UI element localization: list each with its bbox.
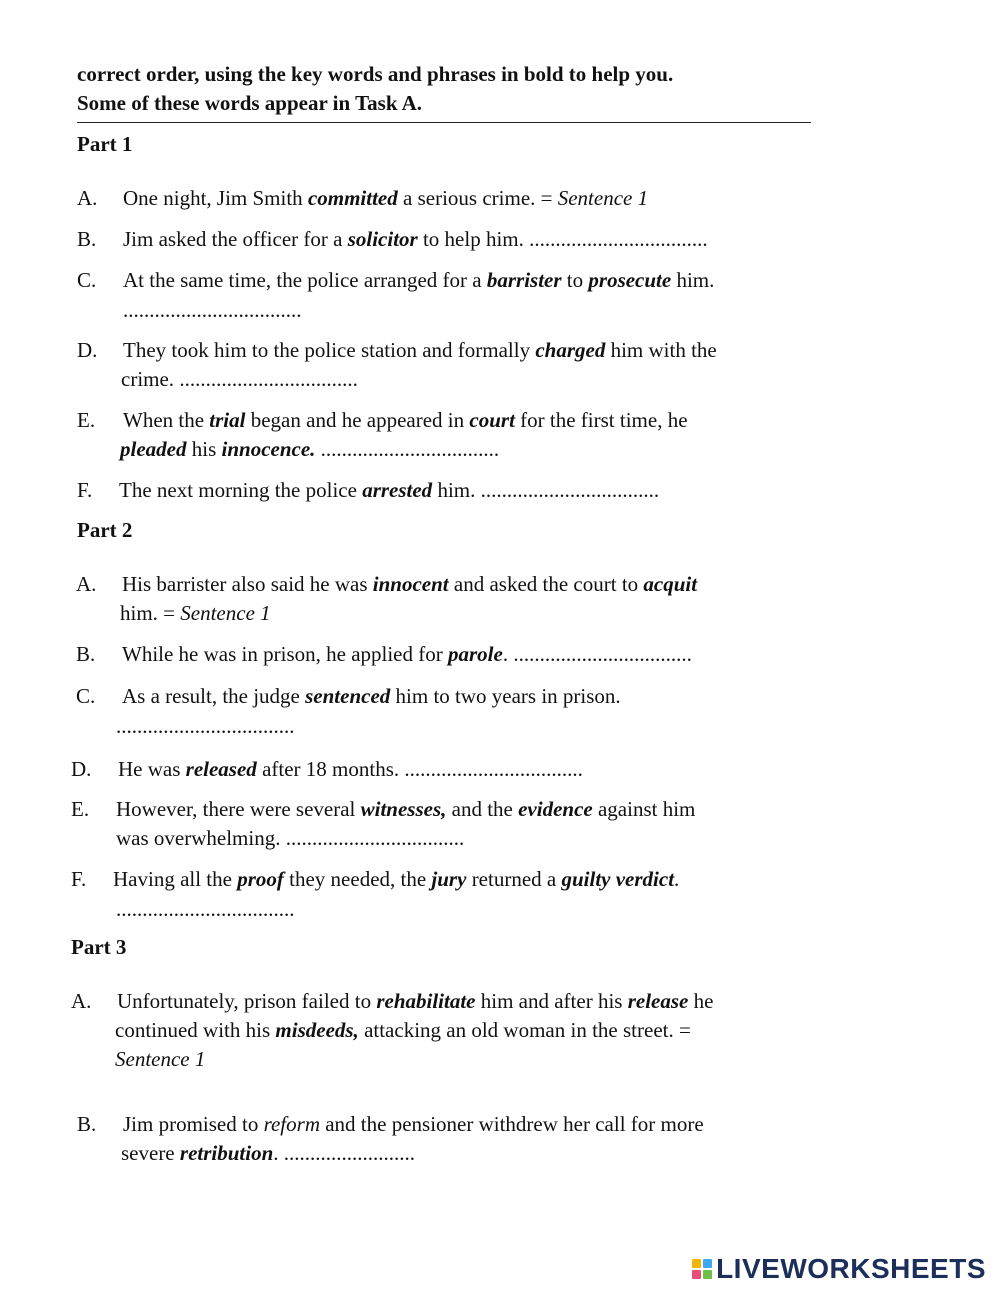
part-2-item-e: E. However, there were several witnesses, and the evidence against him was overwhelming. ..................................	[71, 797, 696, 850]
key-word: pleaded	[120, 437, 187, 461]
key-word: solicitor	[347, 227, 418, 251]
part-1-item-d: D. They took him to the police station and formally charged him with the crime. ..................................	[77, 338, 717, 391]
answer-blank[interactable]: ..................................	[404, 757, 583, 781]
key-word: trial	[209, 408, 246, 432]
key-word: rehabilitate	[376, 989, 476, 1013]
key-word: prosecute	[588, 268, 672, 292]
part-3-item-b: B. Jim promised to reform and the pensioner withdrew her call for more severe retribution. .........................	[77, 1112, 704, 1165]
key-word: sentenced	[305, 684, 391, 708]
part-1-item-a: A. One night, Jim Smith committed a serious crime. = Sentence 1	[77, 184, 777, 213]
item-letter: B.	[76, 642, 96, 666]
key-word: reform	[263, 1112, 320, 1136]
part-3-item-a: A. Unfortunately, prison failed to rehabilitate him and after his release he continued with his misdeeds, attacking an old woman in the street. = Sentence 1	[71, 989, 714, 1071]
instructions-line-1: correct order, using the key words and phrases in bold to help you.	[77, 62, 674, 86]
part-2-item-b: B. While he was in prison, he applied for parole. ..................................	[76, 640, 776, 669]
key-word: misdeeds,	[275, 1018, 359, 1042]
answer-blank[interactable]: ..................................	[116, 714, 295, 738]
item-letter: A.	[77, 186, 98, 210]
sentence-note: Sentence 1	[115, 1047, 206, 1071]
item-letter: E.	[77, 408, 96, 432]
key-word: jury	[431, 867, 467, 891]
key-word: committed	[307, 186, 398, 210]
item-letter: B.	[77, 1112, 97, 1136]
part-2-item-c: C. As a result, the judge sentenced him to two years in prison. ..................................	[76, 682, 776, 741]
answer-blank[interactable]: ..................................	[116, 897, 295, 921]
item-letter: F.	[77, 478, 93, 502]
item-letter: A.	[71, 989, 92, 1013]
divider	[77, 122, 811, 123]
part-1-item-c: C. At the same time, the police arranged for a barrister to prosecute him. ..................................	[77, 266, 817, 325]
answer-blank[interactable]: ..................................	[529, 227, 708, 251]
key-word: evidence	[518, 797, 593, 821]
key-word: court	[469, 408, 515, 432]
item-letter: C.	[77, 268, 97, 292]
item-letter: E.	[71, 797, 90, 821]
key-word: proof	[237, 867, 284, 891]
answer-blank[interactable]: ..................................	[285, 826, 465, 850]
sentence-note: Sentence 1	[180, 601, 271, 625]
part-3-title: Part 3	[71, 935, 127, 959]
part-2-item-d: D. He was released after 18 months. ..................................	[71, 755, 771, 784]
answer-blank[interactable]: ..................................	[179, 367, 358, 391]
key-word: charged	[535, 338, 606, 362]
key-word: innocence.	[221, 437, 316, 461]
key-word: innocent	[372, 572, 449, 596]
key-word: retribution	[179, 1141, 274, 1165]
instructions	[77, 60, 817, 118]
item-letter: D.	[77, 338, 98, 362]
answer-blank[interactable]: .........................	[283, 1141, 416, 1165]
instructions-line-2: Some of these words appear in Task A.	[77, 91, 423, 115]
part-1-item-b: B. Jim asked the officer for a solicitor to help him. ..................................	[77, 225, 777, 254]
logo-icon	[692, 1259, 712, 1279]
sentence-note: Sentence 1	[557, 186, 649, 210]
item-letter: F.	[71, 867, 87, 891]
part-2-item-f: F. Having all the proof they needed, the jury returned a guilty verdict. ..................................	[71, 865, 811, 924]
key-word: acquit	[643, 572, 698, 596]
item-letter: C.	[76, 684, 96, 708]
logo-text: LIVEWORKSHEETS	[716, 1253, 986, 1284]
part-2-title: Part 2	[77, 518, 133, 542]
key-word: release	[627, 989, 689, 1013]
key-word: released	[185, 757, 257, 781]
answer-blank[interactable]: ..................................	[480, 478, 660, 502]
answer-blank[interactable]: ..................................	[123, 298, 302, 322]
key-word: arrested	[362, 478, 433, 502]
answer-blank[interactable]: ..................................	[513, 642, 692, 666]
part-1-item-e: E. When the trial began and he appeared in court for the first time, he pleaded his innocence. ..................................	[77, 408, 688, 461]
liveworksheets-logo	[692, 1253, 986, 1285]
key-word: witnesses,	[360, 797, 447, 821]
part-2-item-a: A. His barrister also said he was innocent and asked the court to acquit him. = Sentence 1	[76, 572, 698, 625]
item-letter: A.	[76, 572, 97, 596]
part-1-item-f: F. The next morning the police arrested him. ..................................	[77, 476, 777, 505]
part-1-title: Part 1	[77, 132, 133, 156]
answer-blank[interactable]: ..................................	[320, 437, 500, 461]
item-letter: D.	[71, 757, 92, 781]
key-word: guilty verdict	[561, 867, 675, 891]
item-letter: B.	[77, 227, 97, 251]
key-word: parole	[448, 642, 503, 666]
key-word: barrister	[486, 268, 562, 292]
